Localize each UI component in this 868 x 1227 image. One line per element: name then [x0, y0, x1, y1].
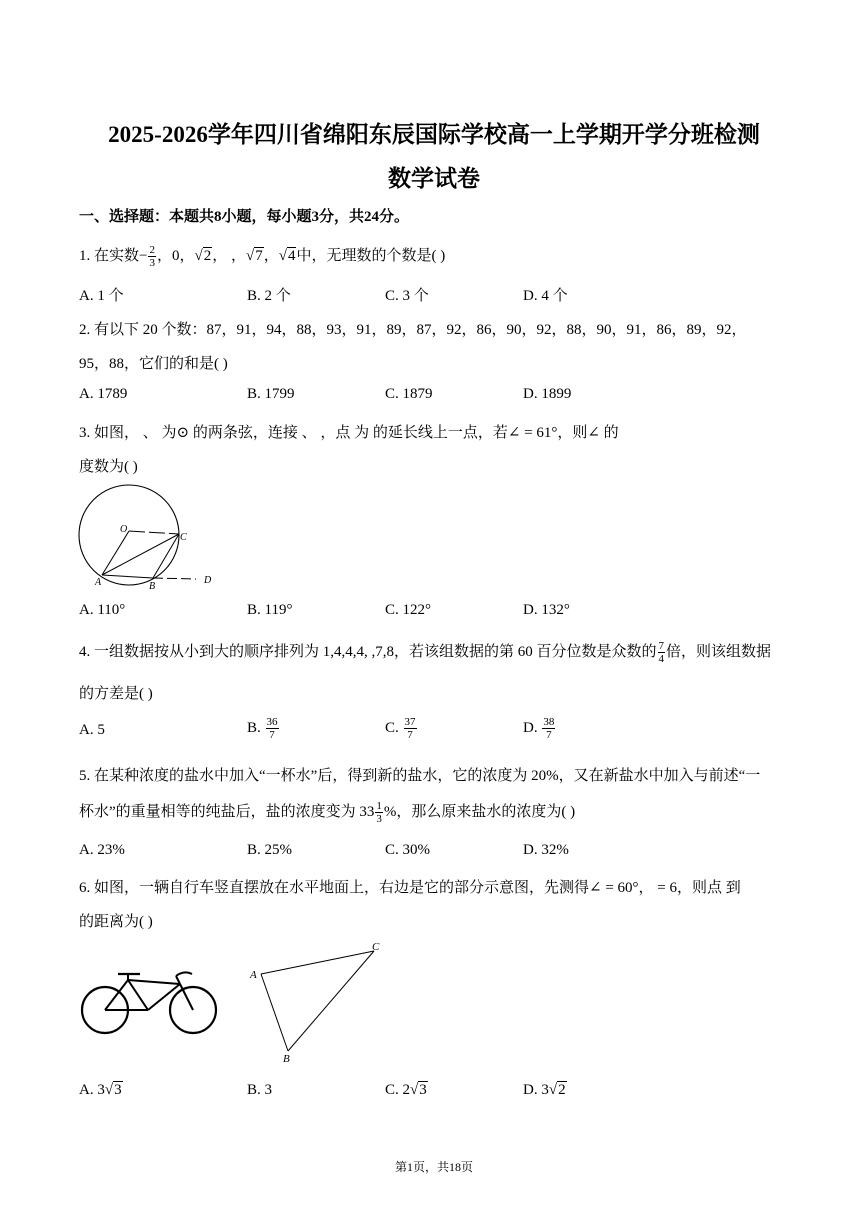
section-heading: 一、选择题：本题共8小题，每小题3分，共24分。: [79, 209, 410, 225]
q4-option-d-den: 7: [546, 729, 552, 741]
q1-sep3: ，: [263, 248, 279, 264]
q4-option-c: [385, 716, 418, 741]
q1-sqrt2-rad: 2: [203, 248, 212, 264]
q4-option-b-num: 36: [266, 716, 278, 728]
q4-option-d-label: D.: [523, 719, 538, 736]
q6-triangle-figure: [248, 938, 388, 1063]
question-2-line1: 2. 有以下 20 个数：87，91，94，88，93，91，89，87，92，86，90，92，88，90，91，86，89，92，: [79, 322, 747, 338]
page-title: 2025-2026学年四川省绵阳东辰国际学校高一上学期开学分班检测: [108, 122, 760, 147]
q1-option-d: D. 4 个: [523, 288, 568, 304]
q3-label-c: C: [180, 532, 187, 543]
question-4-line1: [79, 640, 771, 665]
q4-option-b-den: 7: [269, 729, 275, 741]
q1-frac-den: 3: [149, 257, 155, 270]
q3-option-a: A. 110°: [79, 602, 126, 618]
q4-prefix: 4. 一组数据按从小到大的顺序排列为 1,4,4,4, ,7,8，若该组数据的第 60 百分位数是众数的: [79, 644, 657, 660]
q6-option-d-coef: D. 3: [523, 1082, 549, 1098]
q3-label-b: B: [149, 581, 156, 592]
q6-option-a-coef: A. 3: [79, 1082, 105, 1098]
q6-option-b: B. 3: [247, 1082, 273, 1098]
q4-fraction: [658, 640, 666, 665]
q5-prefix: 杯水”的重量相等的纯盐后，盐的浓度变为 33: [79, 804, 375, 820]
q4-frac-den: 4: [658, 653, 665, 666]
q4-option-d-num: 38: [543, 716, 555, 728]
q1-sqrt2: √2: [194, 248, 212, 264]
q4-option-d: [523, 716, 556, 741]
q1-sqrt7: √7: [246, 248, 263, 264]
q5-fraction: [375, 800, 383, 825]
q6-option-d-rad: 2: [558, 1082, 566, 1098]
q5-option-d: D. 32%: [523, 842, 569, 858]
q5-option-a: A. 23%: [79, 842, 125, 858]
q5-option-b: B. 25%: [247, 842, 292, 858]
question-4-line2: 的方差是( ): [79, 686, 153, 702]
q4-suffix: 倍，则该组数据: [666, 644, 772, 660]
q4-option-c-den: 7: [407, 729, 413, 741]
q2-option-b: B. 1799: [247, 386, 295, 402]
q4-option-b-frac: [266, 716, 279, 741]
q3-option-d: D. 132°: [523, 602, 570, 618]
q2-option-c: C. 1879: [385, 386, 433, 402]
q4-frac-num: 7: [658, 640, 665, 653]
q5-frac-num: 1: [376, 800, 382, 813]
q1-frac-num: 2: [149, 244, 155, 257]
q1-prefix: 1. 在实数: [79, 248, 140, 264]
q1-option-a: A. 1 个: [79, 288, 124, 304]
q6-option-d: [523, 1082, 567, 1099]
q1-option-c: C. 3 个: [385, 288, 429, 304]
q4-option-a: A. 5: [79, 722, 105, 738]
q6-option-a-rad: 3: [114, 1082, 122, 1098]
q6-option-a: [79, 1082, 123, 1099]
bicycle-icon: [80, 968, 225, 1038]
q1-sep1: ，0，: [156, 248, 195, 264]
q4-option-b: [247, 716, 280, 741]
q3-circle-figure: [78, 482, 218, 592]
question-3-line1: 3. 如图， 、 为⊙ 的两条弦，连接 、 ，点 为 的延长线上一点，若∠ = 61°，则∠ 的: [79, 425, 619, 441]
q1-option-b: B. 2 个: [247, 288, 291, 304]
q4-option-d-frac: [542, 716, 555, 741]
q2-option-a: A. 1789: [79, 386, 128, 402]
q3-label-o: O: [120, 524, 128, 535]
q2-option-d: D. 1899: [523, 386, 572, 402]
q4-option-c-num: 37: [404, 716, 416, 728]
q3-label-a: A: [95, 577, 102, 588]
q6-option-c: [385, 1082, 428, 1099]
q5-suffix: %，那么原来盐水的浓度为( ): [383, 804, 576, 820]
q5-option-c: C. 30%: [385, 842, 430, 858]
question-5-line2: [79, 800, 575, 825]
q6-option-c-sqrt: √3: [410, 1082, 427, 1098]
q4-option-b-label: B.: [247, 719, 261, 736]
question-5-line1: 5. 在某种浓度的盐水中加入“一杯水”后，得到新的盐水，它的浓度为 20%，又在新盐水中加入与前述“一: [79, 768, 761, 784]
q1-sqrt4: √4: [278, 248, 296, 264]
q5-frac-den: 3: [376, 813, 382, 826]
question-6-line1: 6. 如图，一辆自行车竖直摆放在水平地面上，右边是它的部分示意图，先测得∠ = 60°， = 6，则点 到: [79, 880, 741, 896]
q4-option-c-label: C.: [385, 719, 399, 736]
q6-option-c-coef: C. 2: [385, 1082, 411, 1098]
q6-option-d-sqrt: √2: [548, 1082, 566, 1098]
q1-minus: −: [139, 248, 148, 264]
q1-suffix: 中，无理数的个数是( ): [296, 248, 446, 264]
q6-label-c: C: [372, 941, 380, 953]
page-footer: 第1页，共18页: [394, 1160, 473, 1174]
q1-fraction: [148, 244, 156, 269]
q6-option-a-sqrt: √3: [104, 1082, 122, 1098]
question-3-line2: 度数为( ): [79, 459, 138, 475]
q6-label-a: A: [250, 969, 257, 981]
q6-option-c-rad: 3: [419, 1082, 427, 1098]
q1-sqrt4-rad: 4: [287, 248, 296, 264]
q3-option-c: C. 122°: [385, 602, 432, 618]
page-subtitle: 数学试卷: [388, 166, 480, 191]
q1-sqrt7-rad: 7: [255, 248, 263, 264]
q1-sep2: ， ，: [212, 248, 246, 264]
q3-option-b: B. 119°: [247, 602, 293, 618]
q4-option-c-frac: [404, 716, 417, 741]
question-2-line2: 95，88，它们的和是( ): [79, 356, 228, 372]
question-6-line2: 的距离为( ): [79, 914, 153, 930]
q6-label-b: B: [283, 1053, 290, 1065]
question-1: [79, 244, 445, 269]
q3-label-d: D: [204, 575, 212, 586]
